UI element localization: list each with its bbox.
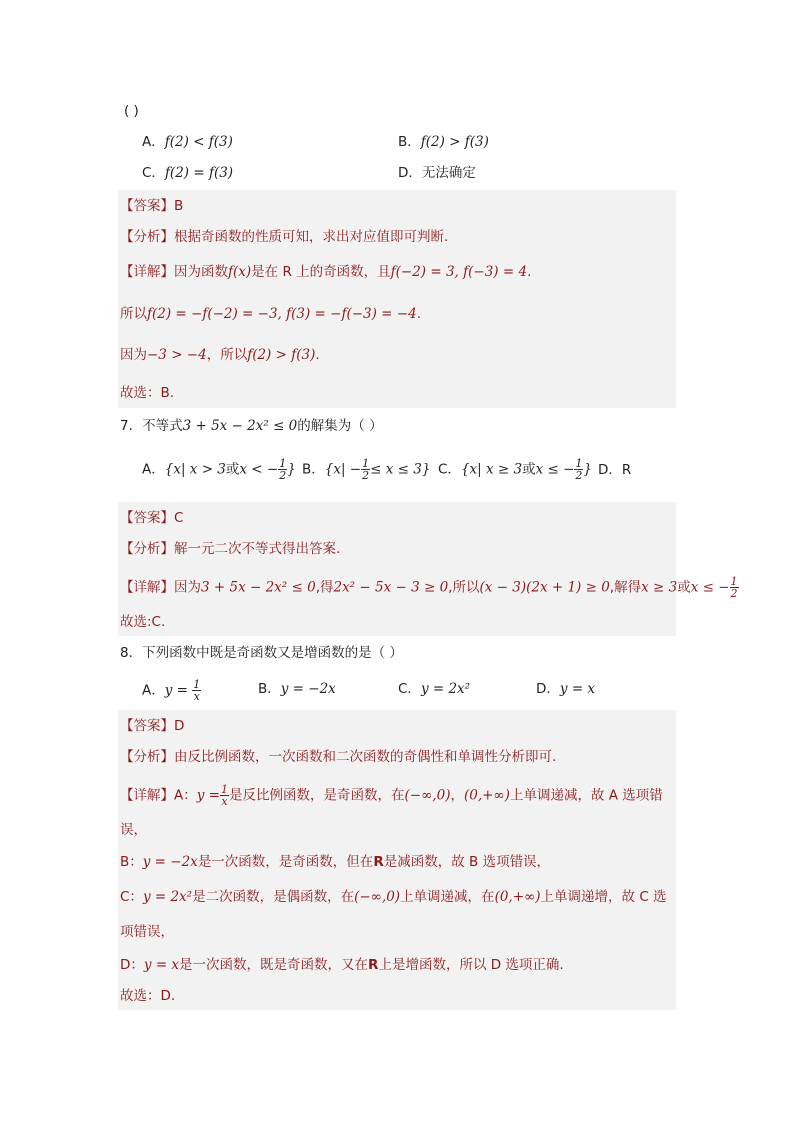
q7-option-a: A．{x| x > 3或x < − $\frac{1}{2}$ } <box>142 457 296 482</box>
q7-option-c: C．{x| x ≥ 3或x ≤ − $\frac{1}{2}$ } <box>438 457 592 482</box>
q6-option-a: A．f(2) < f(3) <box>142 134 233 150</box>
q6-analysis: 【分析】根据奇函数的性质可知，求出对应值即可判断. <box>120 229 449 245</box>
q8-option-c: C．y = 2x² <box>398 681 471 697</box>
q8-answer: 【答案】D <box>120 718 185 734</box>
q6-option-d: D．无法确定 <box>398 165 476 181</box>
q8-option-a-fraction: $\frac{1}{x}$ <box>193 678 201 703</box>
q8-detail-c-cont: 项错误， <box>120 924 174 940</box>
q7-conclusion: 故选:C. <box>120 614 166 630</box>
q7-solution-block <box>118 502 676 636</box>
q8-detail-a-fraction: $\frac{1}{x}$ <box>220 783 228 808</box>
q6-answer: 【答案】B <box>120 198 184 214</box>
q8-analysis: 【分析】由反比例函数，一次函数和二次函数的奇偶性和单调性分析即可. <box>120 749 557 765</box>
q6-option-b: B．f(2) > f(3) <box>398 134 489 150</box>
q6-detail-line-2: 所以f(2) = −f(−2) = −3, f(3) = −f(−3) = −4. <box>120 306 421 322</box>
q8-stem: 8．下列函数中既是奇函数又是增函数的是（ ） <box>120 645 403 661</box>
q7-detail: 【详解】因为3 + 5x − 2x² ≤ 0,得2x² − 5x − 3 ≥ 0,所以(x − 3)(2x + 1) ≥ 0,解得x ≥ 3或x ≤ − $\frac{1}{2}$ <box>120 575 738 600</box>
q8-option-a: A．y = $\frac{1}{x}$ <box>142 678 201 703</box>
q6-detail-line-1: 【详解】因为函数f(x)是在 R 上的奇函数，且f(−2) = 3, f(−3) = 4. <box>120 264 532 280</box>
q6-conclusion: 故选：B. <box>120 385 175 401</box>
q7-option-b: B．{x| − $\frac{1}{2}$ ≤ x ≤ 3} <box>302 457 431 482</box>
q7-stem: 7．不等式3 + 5x − 2x² ≤ 0的解集为（ ） <box>120 418 383 434</box>
q7-option-b-fraction: $\frac{1}{2}$ <box>362 457 370 482</box>
q7-answer: 【答案】C <box>120 510 184 526</box>
q7-detail-fraction: $\frac{1}{2}$ <box>730 575 738 600</box>
q7-analysis: 【分析】解一元二次不等式得出答案. <box>120 541 341 557</box>
q6-solution-block <box>118 190 676 408</box>
q6-detail-line-3: 因为−3 > −4，所以f(2) > f(3). <box>120 347 320 363</box>
q8-detail-b: B：y = −2x是一次函数，是奇函数，但在R是减函数，故 B 选项错误， <box>120 854 551 870</box>
q8-detail-d: D：y = x是一次函数，既是奇函数，又在R上是增函数，所以 D 选项正确. <box>120 957 564 973</box>
q8-detail-c: C：y = 2x²是二次函数，是偶函数，在(−∞,0)上单调递减，在(0,+∞)上单调递增，故 C 选 <box>120 889 667 905</box>
q6-bracket: ( ) <box>124 103 139 119</box>
q8-detail-a-cont: 误， <box>120 822 147 838</box>
q7-option-a-fraction: $\frac{1}{2}$ <box>279 457 287 482</box>
q8-option-b: B．y = −2x <box>258 681 336 697</box>
q8-detail-a: 【详解】A：y = $\frac{1}{x}$ 是反比例函数，是奇函数，在(−∞,0)，(0,+∞)上单调递减，故 A 选项错 <box>120 783 663 808</box>
q8-option-d: D．y = x <box>536 681 596 697</box>
q8-conclusion: 故选：D. <box>120 988 176 1004</box>
q7-option-c-fraction: $\frac{1}{2}$ <box>575 457 583 482</box>
q6-option-c: C．f(2) = f(3) <box>142 165 234 181</box>
q7-option-d: D．R <box>598 462 632 478</box>
